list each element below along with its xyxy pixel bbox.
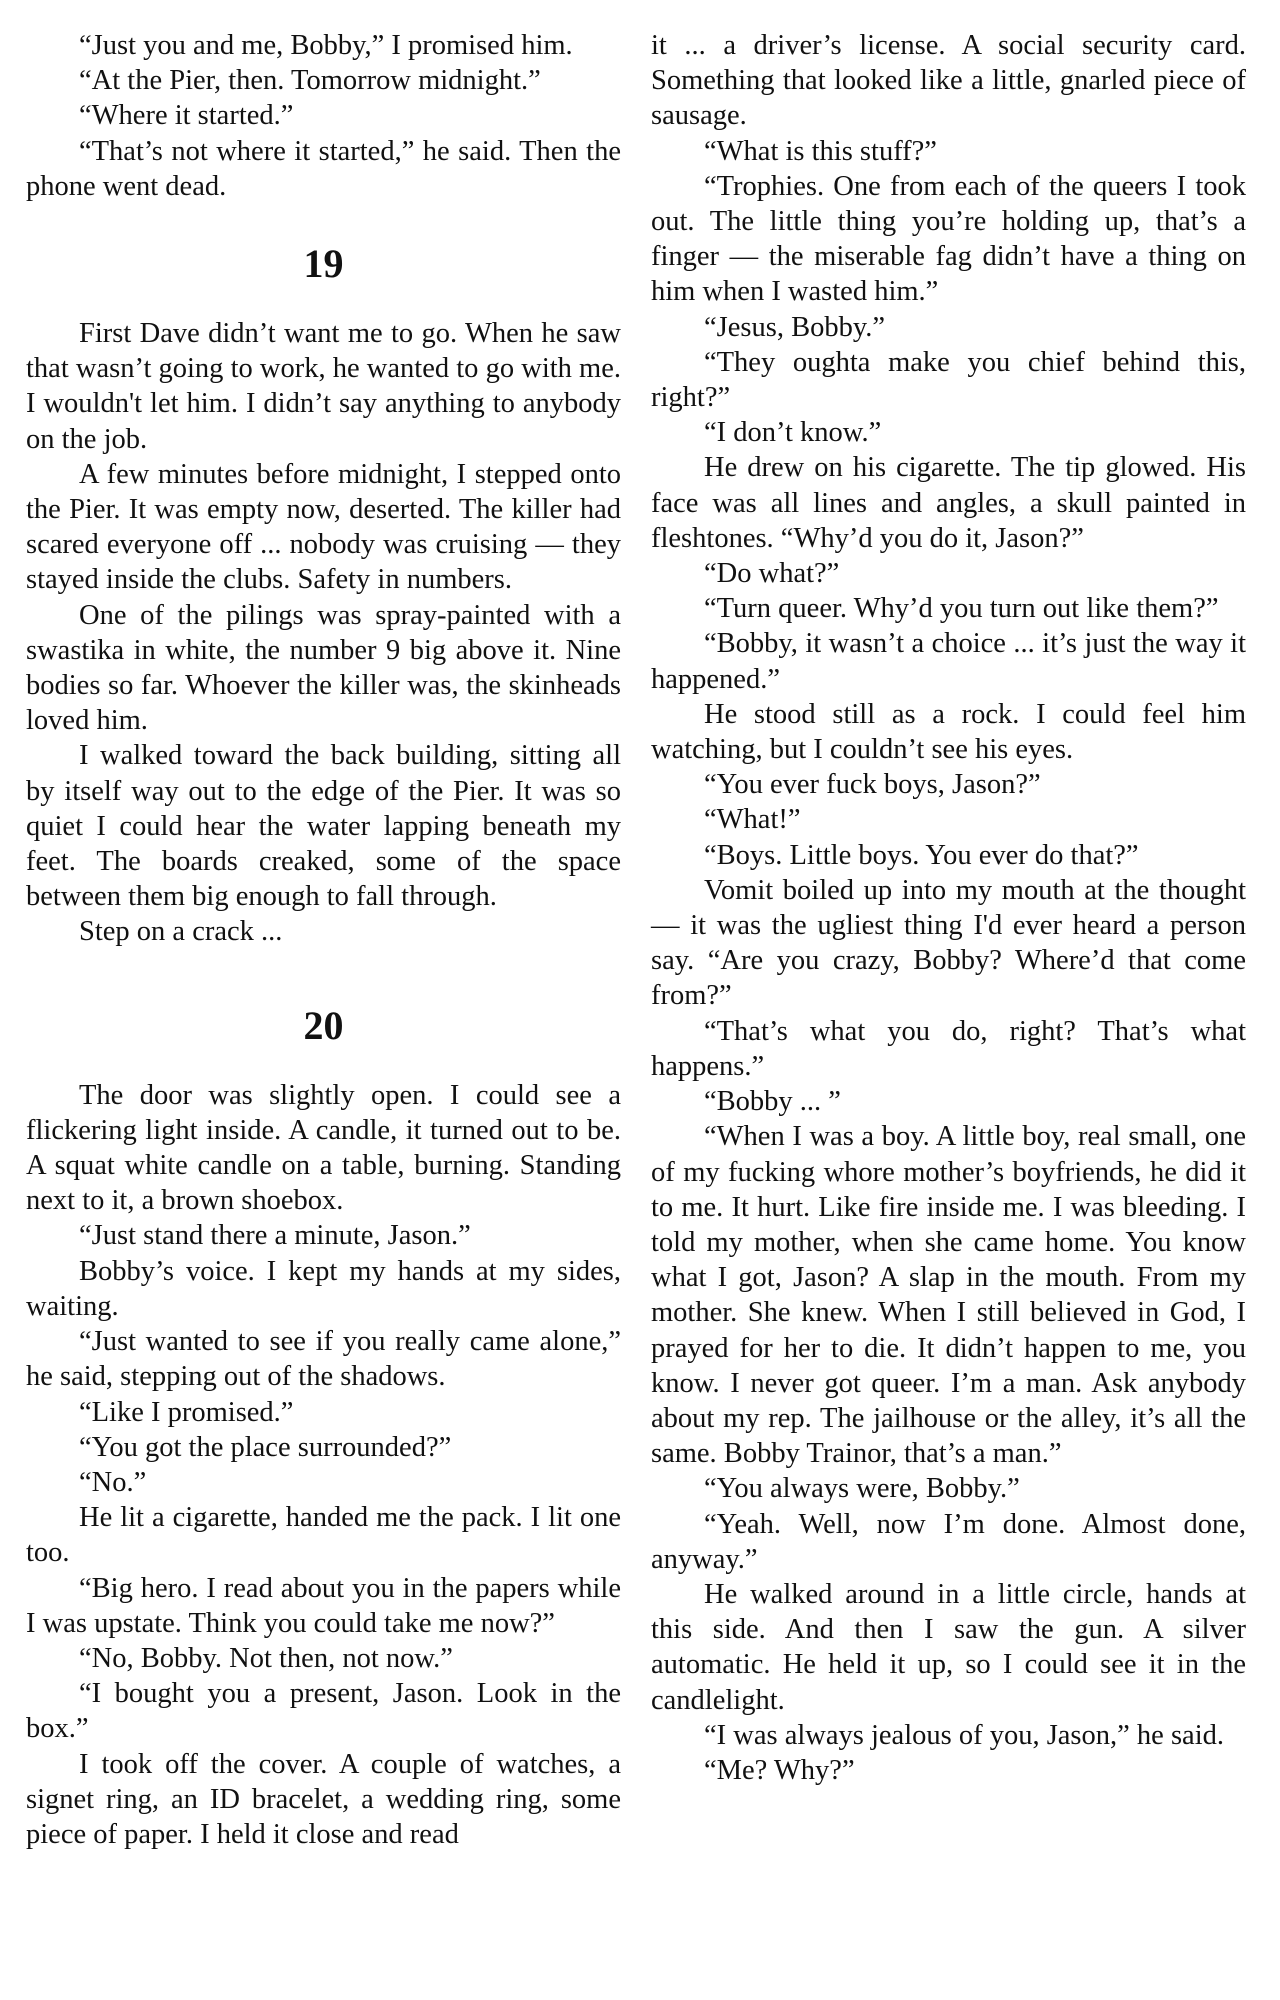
paragraph: “Yeah. Well, now I’m done. Almost done, anyway.” [651, 1508, 1246, 1575]
paragraph: “Me? Why?” [704, 1754, 855, 1786]
paragraph: “Boys. Little boys. You ever do that?” [704, 839, 1139, 871]
right-column [651, 28, 1246, 2000]
paragraph: “Just wanted to see if you really came alone,” he said, stepping out of the shadows. [26, 1326, 621, 1393]
paragraph: He walked around in a little circle, hands at this side. And then I saw the gun. A silver automatic. He held it up, so I could see it in the candlelight. [651, 1578, 1246, 1716]
paragraph: “I don’t know.” [704, 417, 882, 449]
paragraph: “No, Bobby. Not then, not now.” [79, 1642, 453, 1674]
paragraph: “When I was a boy. A little boy, real small, one of my fucking whore mother’s boyfriends, he did it to me. It hurt. Like fire inside me. I was bleeding. I told my mother, when she came home. You know what I got, Jason? A slap in the mouth. From my mother. She knew. When I still believed in God, I prayed for her to die. It didn’t happen to me, you know. I never got queer. I’m a man. Ask anybody about my rep. The jailhouse or the alley, it’s all the same. Bobby Trainor, that’s a man.” [651, 1121, 1246, 1470]
paragraph: “Just stand there a minute, Jason.” [79, 1220, 471, 1252]
paragraph: “You always were, Bobby.” [704, 1473, 1020, 1505]
paragraph: “Do what?” [704, 558, 840, 590]
paragraph: “Where it started.” [79, 100, 294, 132]
paragraph: “Big hero. I read about you in the papers while I was upstate. Think you could take me now?” [26, 1572, 621, 1639]
chapter-heading-20: 20 [303, 1002, 344, 1048]
paragraph: Bobby’s voice. I kept my hands at my sides, waiting. [26, 1255, 621, 1322]
paragraph: One of the pilings was spray-painted with a swastika in white, the number 9 big above it. Nine bodies so far. Whoever the killer was, the skinheads loved him. [26, 599, 621, 737]
paragraph: Vomit boiled up into my mouth at the thought — it was the ugliest thing I'd ever heard a person say. “Are you crazy, Bobby? Where’d that come from?” [651, 874, 1246, 1012]
paragraph: “At the Pier, then. Tomorrow midnight.” [79, 65, 541, 97]
chapter-heading-19: 19 [303, 241, 344, 287]
paragraph: “I was always jealous of you, Jason,” he said. [704, 1719, 1224, 1751]
continued-paragraph: it ... a driver’s license. A social security card. Something that looked like a little, gnarled piece of sausage. [651, 30, 1246, 132]
paragraph: “Trophies. One from each of the queers I took out. The little thing you’re holding up, that’s a finger — the miserable fag didn’t have a thing on him when I wasted him.” [651, 170, 1246, 308]
left-column [26, 28, 621, 2000]
paragraph: “Just you and me, Bobby,” I promised him. [79, 30, 573, 61]
paragraph: He stood still as a rock. I could feel him watching, but I couldn’t see his eyes. [651, 698, 1246, 766]
paragraph: “That’s what you do, right? That’s what happens.” [651, 1015, 1246, 1082]
paragraph: “Like I promised.” [79, 1396, 294, 1428]
paragraph: “No.” [79, 1466, 147, 1498]
paragraph: Step on a crack ... [79, 916, 283, 948]
paragraph: “Bobby, it wasn’t a choice ... it’s just the way it happened.” [651, 628, 1246, 695]
paragraph: “I bought you a present, Jason. Look in the box.” [26, 1678, 621, 1745]
paragraph: “You ever fuck boys, Jason?” [704, 769, 1041, 801]
paragraph: “What!” [704, 804, 801, 836]
paragraph: A few minutes before midnight, I stepped onto the Pier. It was empty now, deserted. The killer had scared everyone off ... nobody was cruising — they stayed inside the clubs. Safety in numbers. [26, 458, 621, 596]
paragraph: He lit a cigarette, handed me the pack. I lit one too. [26, 1502, 621, 1569]
paragraph: “What is this stuff?” [704, 135, 937, 167]
paragraph: He drew on his cigarette. The tip glowed. His face was all lines and angles, a skull painted in fleshtones. “Why’d you do it, Jason?” [651, 452, 1246, 554]
paragraph: “Jesus, Bobby.” [704, 311, 886, 343]
paragraph: I walked toward the back building, sitting all by itself way out to the edge of the Pier. It was so quiet I could hear the water lapping beneath my feet. The boards creaked, some of the space between them big enough to fall through. [26, 740, 621, 913]
paragraph: “Turn queer. Why’d you turn out like them?” [704, 593, 1219, 625]
paragraph: “That’s not where it started,” he said. Then the phone went dead. [26, 135, 621, 202]
paragraph: “You got the place surrounded?” [79, 1431, 452, 1463]
paragraph: First Dave didn’t want me to go. When he saw that wasn’t going to work, he wanted to go with me. I wouldn't let him. I didn’t say anything to anybody on the job. [26, 318, 621, 455]
paragraph: “They oughta make you chief behind this, right?” [651, 346, 1246, 414]
paragraph: I took off the cover. A couple of watches, a signet ring, an ID bracelet, a wedding ring, some piece of paper. I held it close and read [26, 1748, 621, 1850]
paragraph: “Bobby ... ” [704, 1086, 841, 1118]
paragraph: The door was slightly open. I could see a flickering light inside. A candle, it turned out to be. A squat white candle on a table, burning. Standing next to it, a brown shoebox. [26, 1079, 621, 1217]
